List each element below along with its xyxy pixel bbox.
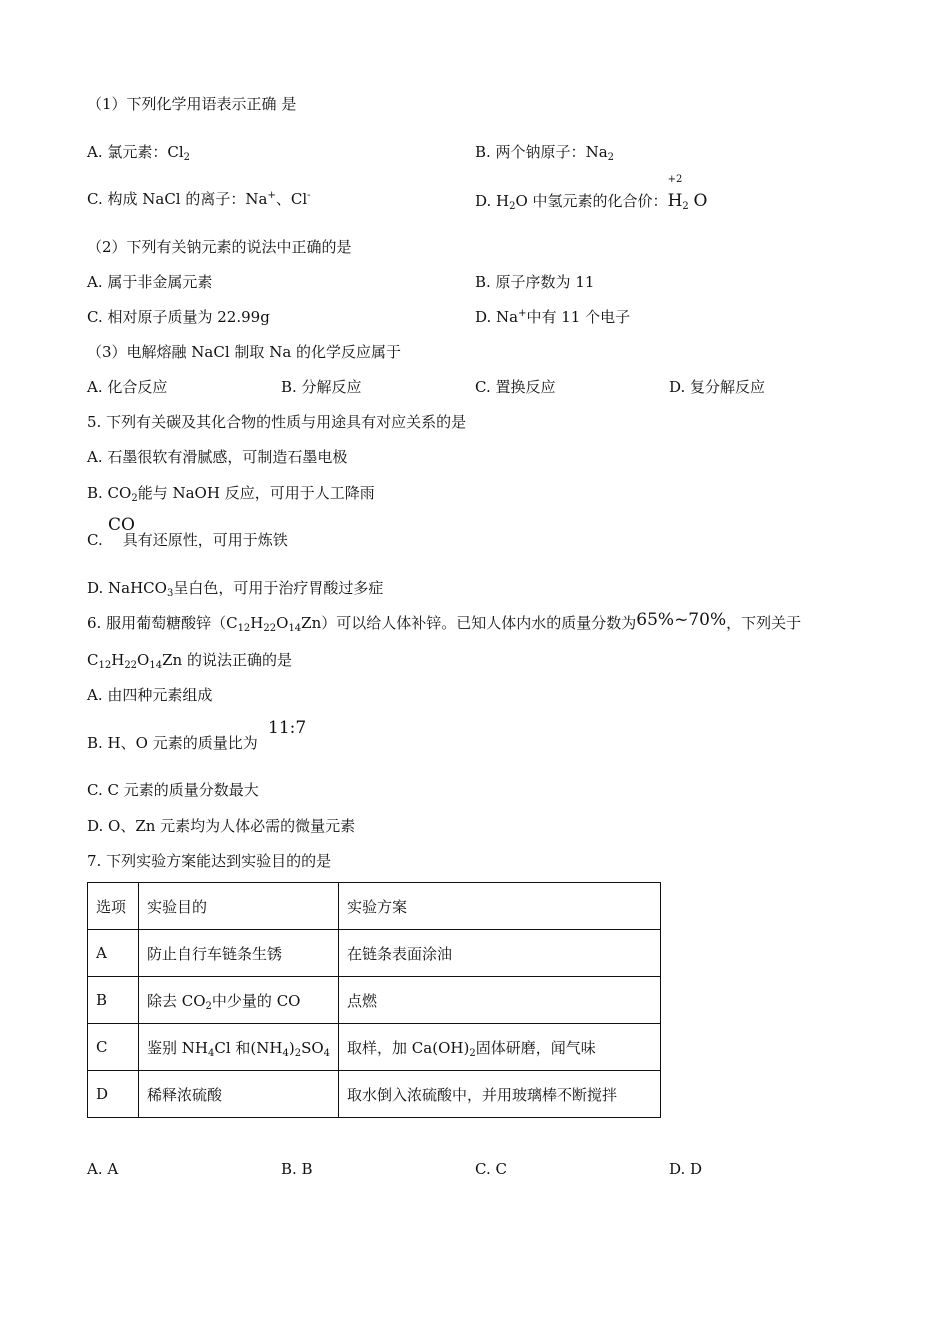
q5-option-d[interactable]: D. NaHCO$_3$呈白色，可用于治疗胃酸过多症: [87, 579, 384, 599]
row-plan: 取样，加 $Ca(OH)_2$固体研磨，闻气味: [339, 1024, 661, 1071]
q5-option-a[interactable]: A. 石墨很软有滑腻感，可制造石墨电极: [87, 448, 348, 466]
q4-sub3-option-d[interactable]: D. 复分解反应: [669, 378, 766, 396]
row-option: A: [88, 930, 139, 977]
experiment-table: [87, 882, 661, 1118]
table-row: [88, 1024, 661, 1071]
q4-sub2-stem: （2）下列有关钠元素的说法中正确的是: [87, 238, 352, 256]
q4-sub2-option-a[interactable]: A. 属于非金属元素: [87, 273, 213, 291]
q4-sub1-option-b[interactable]: B. 两个钠原子：$Na_2$: [475, 143, 615, 163]
q5-option-c[interactable]: C. 具有还原性，可用于炼铁: [87, 531, 288, 549]
q4-sub1-option-c[interactable]: C. 构成 NaCl 的离子：Na+、Cl-: [87, 190, 311, 208]
q4-sub2-option-c[interactable]: C. 相对原子质量为 22.99g: [87, 308, 270, 326]
row-goal: 除去 $CO_2$中少量的 CO: [139, 977, 339, 1024]
row-goal: 鉴别 $NH_4Cl$ 和$(NH_4)_2SO_4$: [139, 1024, 339, 1071]
q6-stem: 6. 服用葡萄糖酸锌$(C_{12}H_{22}O_{14}Zn)$可以给人体补锌。已知人体内水的质量分数为65%~70%，下列关于: [87, 610, 802, 634]
table-row: [88, 977, 661, 1024]
q7-option-d[interactable]: D. D: [669, 1160, 703, 1178]
row-goal: 防止自行车链条生锈: [139, 930, 339, 977]
q6-option-b[interactable]: B. H、O 元素的质量比为: [87, 734, 258, 752]
table-row: [88, 930, 661, 977]
header-option: 选项: [88, 883, 139, 930]
q4-sub3-option-a[interactable]: A. 化合反应: [87, 378, 168, 396]
valence-notation: +2 H: [667, 174, 683, 211]
q7-option-b[interactable]: B. B: [281, 1160, 313, 1178]
row-option: C: [88, 1024, 139, 1071]
q4-sub1-option-a[interactable]: A. 氯元素：$Cl_2$: [87, 143, 191, 163]
q4-sub3-option-b[interactable]: B. 分解反应: [281, 378, 362, 396]
row-plan: 取水倒入浓硫酸中，并用玻璃棒不断搅拌: [339, 1071, 661, 1118]
table-row: [88, 1071, 661, 1118]
row-goal: 稀释浓硫酸: [139, 1071, 339, 1118]
q6-option-b-ratio: 11:7: [268, 718, 307, 738]
table-header-row: [88, 883, 661, 930]
header-plan: 实验方案: [339, 883, 661, 930]
q6-option-d[interactable]: D. O、Zn 元素均为人体必需的微量元素: [87, 817, 356, 835]
q5-option-b[interactable]: B. $CO_2$能与 NaOH 反应，可用于人工降雨: [87, 484, 375, 504]
q4-sub2-option-b[interactable]: B. 原子序数为 11: [475, 273, 595, 291]
q7-option-c[interactable]: C. C: [475, 1160, 507, 1178]
q4-sub1-stem: （1）下列化学用语表示正确 是: [87, 95, 297, 113]
q6-stem-line2: $C_{12}H_{22}O_{14}Zn$ 的说法正确的是: [87, 651, 292, 671]
row-option: B: [88, 977, 139, 1024]
q6-option-a[interactable]: A. 由四种元素组成: [87, 686, 213, 704]
q5-option-c-formula: CO: [108, 515, 135, 535]
q4-sub3-option-c[interactable]: C. 置换反应: [475, 378, 556, 396]
q4-sub3-stem: （3）电解熔融 NaCl 制取 Na 的化学反应属于: [87, 343, 402, 361]
q7-option-a[interactable]: A. A: [87, 1160, 119, 1178]
row-plan: 在链条表面涂油: [339, 930, 661, 977]
q4-sub1-option-d[interactable]: D. $H_2O$ 中氢元素的化合价： +2 $H_2$ O: [475, 174, 708, 212]
q4-sub2-option-d[interactable]: D. Na+中有 11 个电子: [475, 308, 631, 326]
q7-stem: 7. 下列实验方案能达到实验目的的是: [87, 852, 332, 870]
q6-option-c[interactable]: C. C 元素的质量分数最大: [87, 781, 259, 799]
row-option: D: [88, 1071, 139, 1118]
header-goal: 实验目的: [139, 883, 339, 930]
row-plan: 点燃: [339, 977, 661, 1024]
q5-stem: 5. 下列有关碳及其化合物的性质与用途具有对应关系的是: [87, 413, 467, 431]
